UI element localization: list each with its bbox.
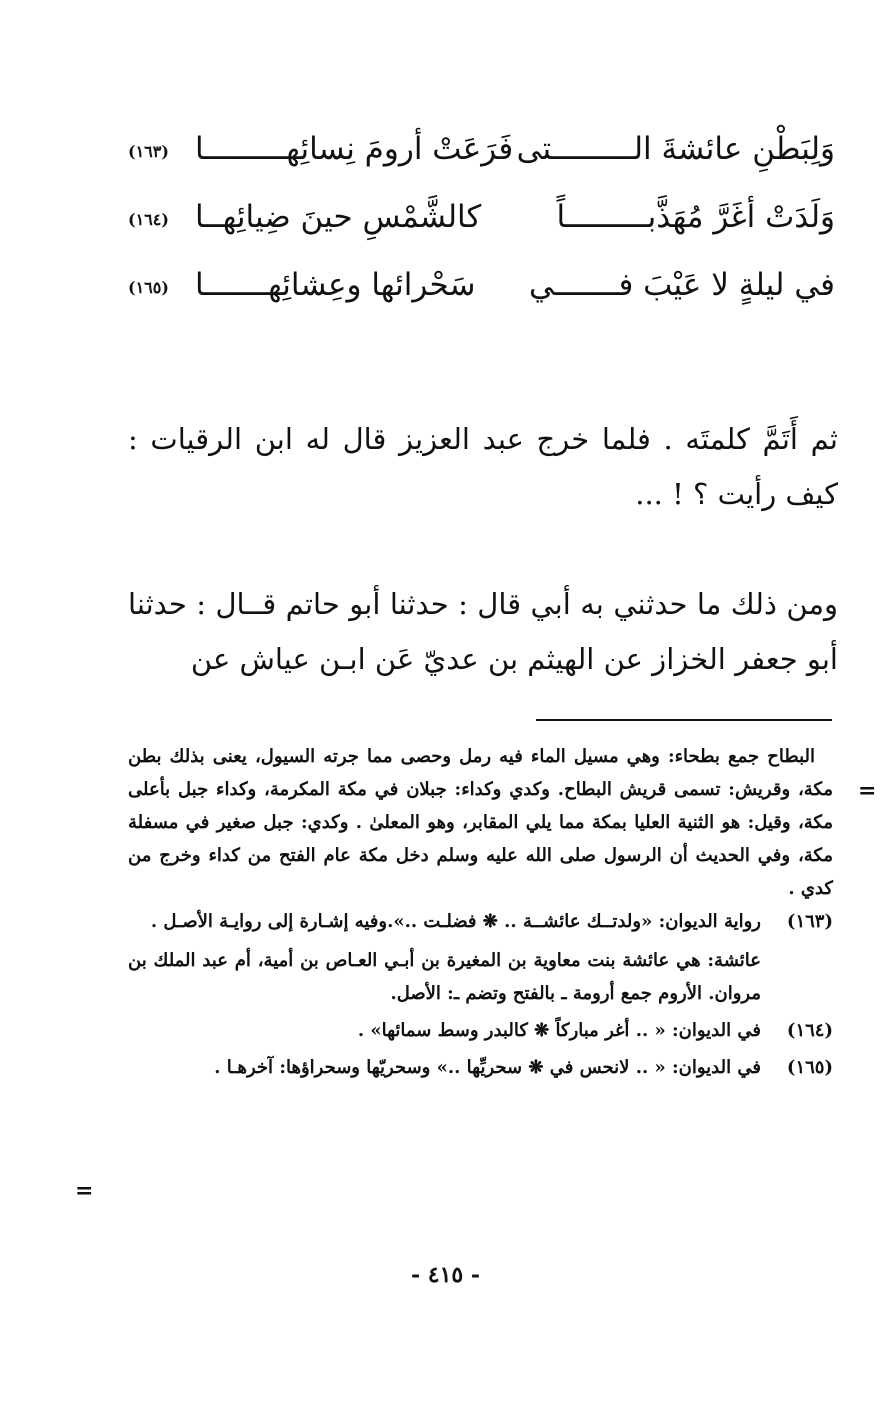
footnote-number: (١٦٤) <box>786 1020 833 1041</box>
poem-verses <box>110 128 835 332</box>
verse-footnote-marker: (١٦٤) <box>128 210 169 229</box>
footnote-163 <box>128 905 833 938</box>
footnote-separator <box>536 719 832 721</box>
footnote-text: رواية الديوان: «ولدتــك عائشــة .. ❋ فضلـت ..».وفيه إشـارة إلى روايـة الأصـل . <box>150 911 761 932</box>
footnote-164 <box>128 1014 833 1047</box>
footnote-body <box>128 905 761 938</box>
footnote-text: في الديوان: « .. لانحس في ❋ سحريِّها ..» وسحريّها وسحراؤها: آخرهـا . <box>214 1057 761 1078</box>
verse-second-hemistich: سَحْرائها وعِشائِهـــــــا <box>195 267 476 303</box>
margin-mark: = <box>75 1178 94 1204</box>
verse-line <box>110 128 835 196</box>
verse-footnote-marker: (١٦٣) <box>128 142 169 161</box>
footnote-number: (١٦٣) <box>786 911 833 932</box>
footnote-continuation: البطاح جمع بطحاء: وهي مسيل الماء فيه رمل وحصى مما جرته السيول، يعنى بذلك بطن مكة، وقريش: تسمى قريش البطاح. وكدي وكداء: جبلان في مكة المكرمة، وكداء جبل بأعلى مكة، وقيل: هو الثنية العليا بمكة مما يلي المقابر، وهو المعلىٰ . وكدي: جبل صغير في مسفلة مكة، وفي الحديث أن الرسول صلى الله عليه وسلم دخل مكة عام الفتح من كداء وخرج من كدي . <box>128 746 833 899</box>
verse-second-hemistich: كالشَّمْسِ حينَ ضِيائِهــا <box>195 199 482 235</box>
verse-first-hemistich: وَلَدَتْ أغَرَّ مُهَذَّبـــــــــاً <box>556 199 835 235</box>
margin-mark: = <box>858 778 877 804</box>
body-paragraph: ومن ذلك ما حدثني به أبي قال : حدثنا أبو حاتم قــال : حدثنا أبو جعفر الخزاز عن الهيثم بن عديّ عَن ابـن عياش عن <box>128 587 838 676</box>
verse-first-hemistich: وَلِبَطْنِ عائشةَ الـــــــــتى <box>516 131 835 167</box>
verse-line <box>110 196 835 264</box>
body-paragraph: ثم أَتَمَّ كلمتَه . فلما خرج عبد العزيز قال له ابن الرقيات : كيف رأيت ؟ ! ... <box>128 422 838 511</box>
footnote-text: عائشة: هي عائشة بنت معاوية بن المغيرة بن أبـي العـاص بن أمية، أم عبد الملك بن مروان. الأروم جمع أرومة ـ بالفتح وتضم ـ: الأصل. <box>128 950 761 1004</box>
footnote-165 <box>128 1051 833 1084</box>
verse-footnote-marker: (١٦٥) <box>128 278 169 297</box>
verse-second-hemistich: فَرَعَتْ أرومَ نِسائِهـــــــــا <box>195 131 514 167</box>
footnote-number: (١٦٥) <box>786 1057 833 1078</box>
verse-first-hemistich: في ليلةٍ لا عَيْبَ فـــــــي <box>529 267 835 303</box>
footnotes <box>128 740 833 1084</box>
footnote-text: في الديوان: « .. أغر مباركاً ❋ كالبدر وسط سمائها» . <box>357 1020 761 1041</box>
page-number: - ٤١٥ - <box>410 1262 481 1288</box>
verse-line <box>110 264 835 332</box>
